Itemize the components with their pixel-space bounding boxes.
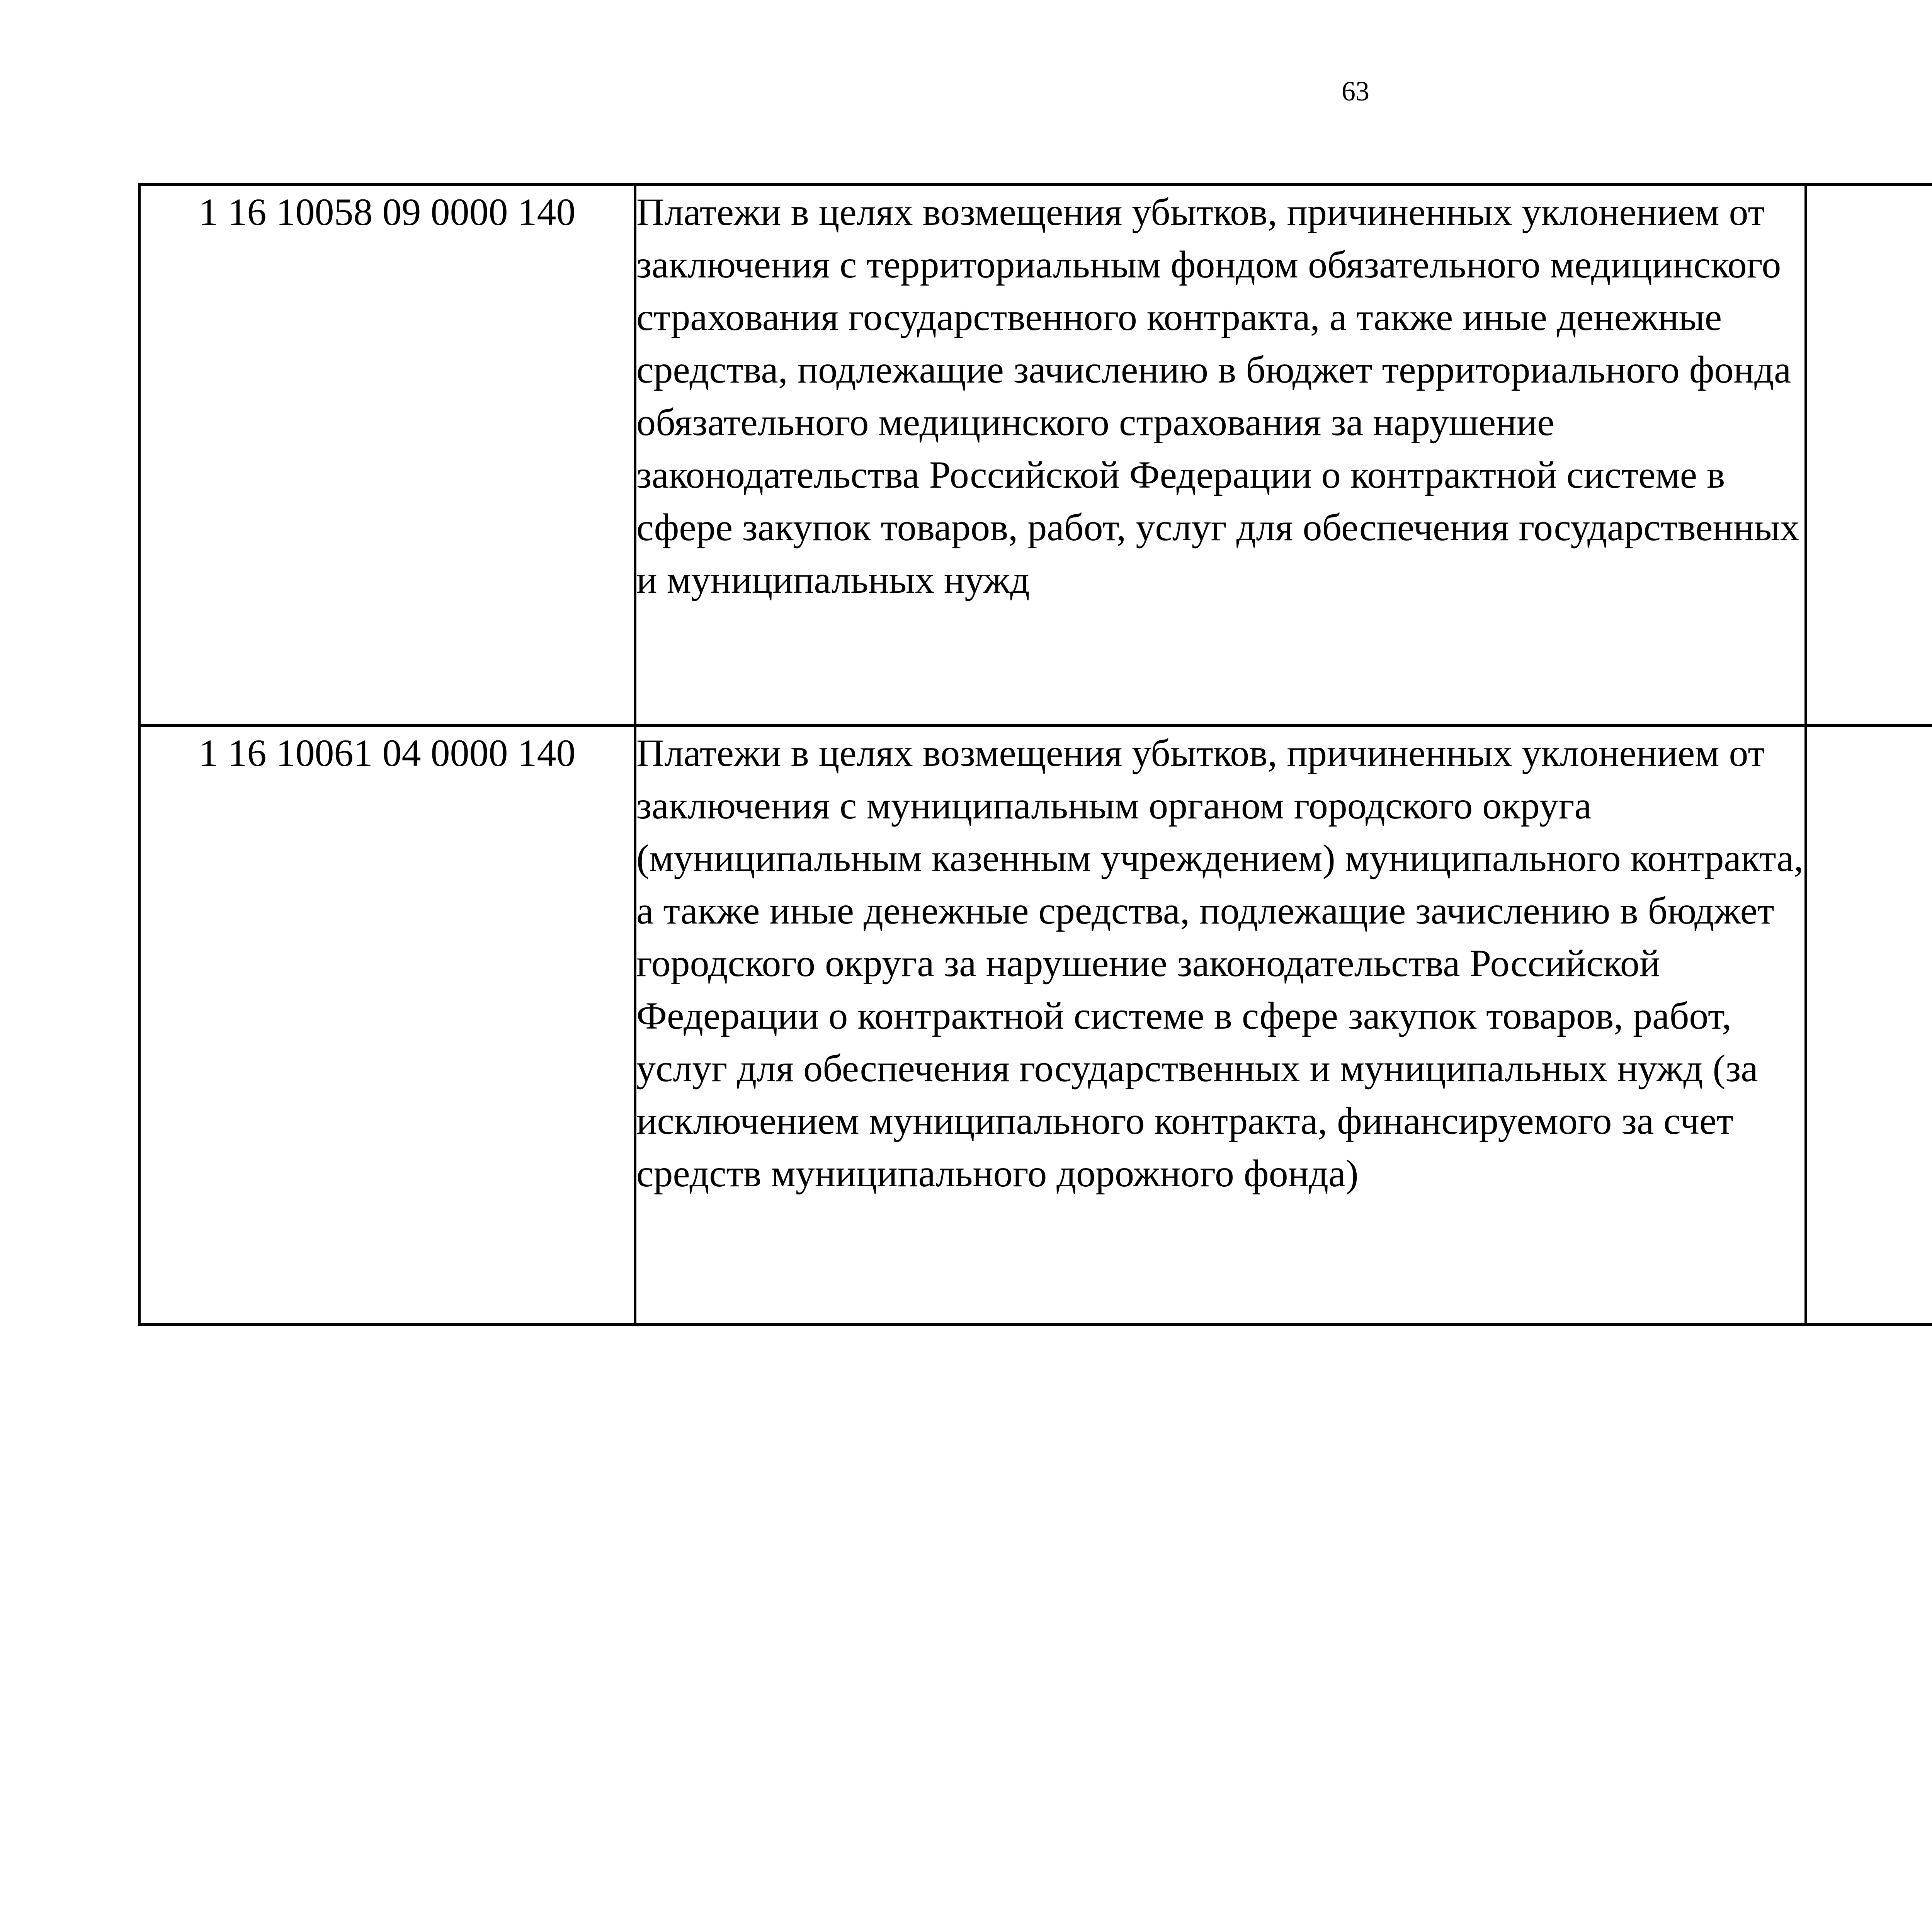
value-cell xyxy=(1806,726,1932,1325)
description-cell: Платежи в целях возмещения убытков, причиненных уклонением от заключения с территориальным фондом обязательного медицинского страхования государственного контракта, а также иные денежные средства, подлежащие зачислению в бюджет территориального фонда обязательного медицинского страхования за нарушение законодательства Российской Федерации о контрактной системе в сфере закупок товаров, работ, услуг для обеспечения государственных и муниципальных нужд xyxy=(635,185,1806,726)
description-cell: Платежи в целях возмещения убытков, причиненных уклонением от заключения с муниципальным органом городского округа (муниципальным казенным учреждением) муниципального контракта, а также иные денежные средства, подлежащие зачислению в бюджет городского округа за нарушение законодательства Российской Федерации о контрактной системе в сфере закупок товаров, работ, услуг для обеспечения государственных и муниципальных нужд (за исключением муниципального контракта, финансируемого за счет средств муниципального дорожного фонда) xyxy=(635,726,1806,1325)
table-row xyxy=(139,726,1932,1325)
table-row xyxy=(139,185,1932,726)
value-cell xyxy=(1806,185,1932,726)
page-number: 63 xyxy=(1342,76,1369,107)
budget-classification-table xyxy=(138,183,1932,1326)
budget-code-cell: 1 16 10061 04 0000 140 xyxy=(139,726,635,1325)
budget-code-cell: 1 16 10058 09 0000 140 xyxy=(139,185,635,726)
